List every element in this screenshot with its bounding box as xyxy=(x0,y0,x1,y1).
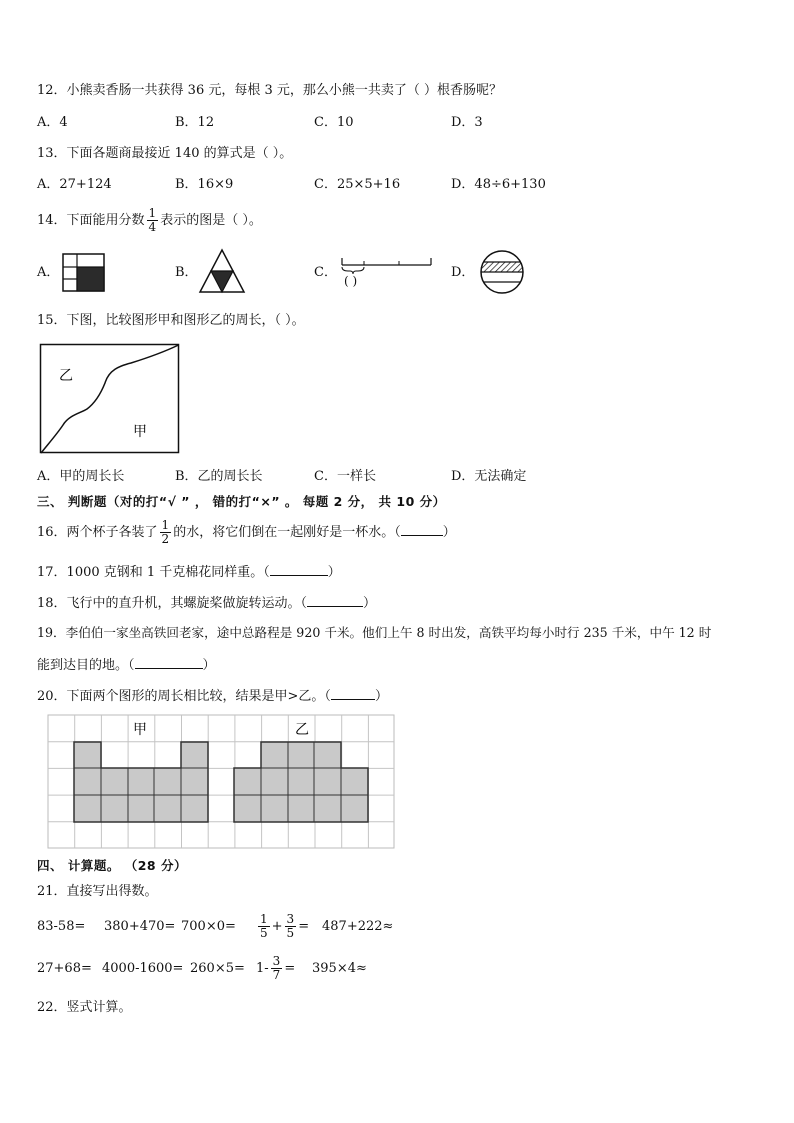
q15-option-b: B．乙的周长长 xyxy=(175,469,263,484)
q18-answer-blank[interactable] xyxy=(307,593,363,607)
q21-r1-item4 xyxy=(256,910,309,944)
q21-r2-item2: 4000-1600= xyxy=(102,961,184,976)
section3-title: 三、 判断题（对的打“√ ” ， 错的打“×” 。 每题 2 分， 共 10 分） xyxy=(37,494,446,509)
q21-r1-frac-eq: = xyxy=(298,919,310,934)
q12-options xyxy=(37,114,757,134)
q21-r2-item4 xyxy=(256,952,295,986)
q13-stem: 13．下面各题商最接近 140 的算式是（ ）。 xyxy=(37,146,293,161)
q19-stem-end: 能到达目的地。（ xyxy=(37,658,135,673)
q21-r2-frac-num: 3 xyxy=(272,954,281,968)
q14-frac-den: 4 xyxy=(148,220,157,234)
q21-r2-item1: 27+68= xyxy=(37,961,92,976)
q17-line xyxy=(37,562,341,582)
q21-stem: 21．直接写出得数。 xyxy=(37,884,158,899)
q21-r1-frac-a xyxy=(258,913,270,940)
q12-option-b: B．12 xyxy=(175,115,215,130)
q20-close: ） xyxy=(374,689,388,704)
q15-stem: 15．下图，比较图形甲和图形乙的周长，（ ）。 xyxy=(37,313,305,328)
q14-option-a-label: A． xyxy=(37,265,60,280)
q15-figure xyxy=(39,343,181,455)
q13-options xyxy=(37,176,757,196)
q14-option-c-label: C． xyxy=(314,265,337,280)
q12-option-c: C．10 xyxy=(314,115,354,130)
section4-title: 四、 计算题。 （28 分） xyxy=(37,858,187,873)
q12-option-a: A．4 xyxy=(37,115,68,130)
q17-close: ） xyxy=(327,565,341,580)
q20-label-yi: 乙 xyxy=(295,722,309,738)
q13-option-c: C．25×5+16 xyxy=(314,177,401,192)
q18-stem: 18．飞行中的直升机，其螺旋桨做旋转运动。（ xyxy=(37,596,308,611)
q14-frac-num: 1 xyxy=(148,206,157,220)
q19-answer-blank[interactable] xyxy=(135,655,203,669)
q21-r1-frac-b-num: 3 xyxy=(286,912,295,926)
q16-stem-suffix: 的水，将它们倒在一起刚好是一杯水。（ xyxy=(173,525,401,540)
q17-stem: 17．1000 克钢和 1 千克棉花同样重。（ xyxy=(37,565,270,580)
q21-r2-frac xyxy=(271,955,283,982)
q14-option-d-label: D． xyxy=(451,265,475,280)
q15-option-c: C．一样长 xyxy=(314,469,376,484)
q14-figure-c-bracket: ( ) xyxy=(344,274,358,288)
q15-option-a: A．甲的周长长 xyxy=(37,469,125,484)
q20-line xyxy=(37,686,388,706)
q19-line2 xyxy=(37,655,216,675)
q14-figure-d xyxy=(478,249,526,295)
q21-r1-frac-op: + xyxy=(271,919,283,934)
q21-r1-item1: 83-58= xyxy=(37,919,86,934)
q21-r2-frac-eq: = xyxy=(284,961,296,976)
q18-line xyxy=(37,593,376,613)
q16-fraction xyxy=(160,519,172,546)
q15-options xyxy=(37,468,757,488)
q21-r1-frac-a-num: 1 xyxy=(260,912,268,926)
q19-line1: 19．李伯伯一家坐高铁回老家，途中总路程是 920 千米。他们上午 8 时出发，高铁平均每小时行 235 千米，中午 12 时 xyxy=(37,625,712,640)
q14-stem xyxy=(37,204,262,238)
q17-answer-blank[interactable] xyxy=(270,562,328,576)
q20-stem: 20．下面两个图形的周长相比较，结果是甲>乙。（ xyxy=(37,689,331,704)
q21-r2-frac-prefix: 1- xyxy=(256,961,269,976)
q12-option-d: D．3 xyxy=(451,115,483,130)
q12-stem: 12．小熊卖香肠一共获得 36 元，每根 3 元，那么小熊一共卖了（ ）根香肠呢？ xyxy=(37,83,503,98)
q21-r1-frac-b-den: 5 xyxy=(286,926,295,940)
q14-stem-prefix: 14．下面能用分数 xyxy=(37,213,145,228)
q19-close: ） xyxy=(202,658,216,673)
q15-label-yi: 乙 xyxy=(59,368,73,384)
q16-frac-num: 1 xyxy=(161,518,170,532)
q16-stem-prefix: 16．两个杯子各装了 xyxy=(37,525,158,540)
q20-answer-blank[interactable] xyxy=(331,686,375,700)
q21-r1-frac-b xyxy=(285,913,297,940)
q21-r1-item2: 380+470= xyxy=(104,919,176,934)
q14-stem-suffix: 表示的图是（ ）。 xyxy=(160,213,262,228)
q21-r1-item3: 700×0= xyxy=(181,919,236,934)
q13-option-a: A．27+124 xyxy=(37,177,112,192)
q20-grid-figure xyxy=(44,712,396,850)
q21-r2-item5: 395×4≈ xyxy=(312,961,367,976)
q22-stem: 22．竖式计算。 xyxy=(37,1000,132,1015)
q16-stem xyxy=(37,516,456,550)
q13-option-d: D．48÷6+130 xyxy=(451,177,546,192)
q21-r1-frac-a-den: 5 xyxy=(260,926,268,940)
q14-fraction xyxy=(147,207,159,234)
q16-answer-blank[interactable] xyxy=(401,522,443,536)
q18-close: ） xyxy=(363,596,377,611)
q21-r2-item3: 260×5= xyxy=(190,961,245,976)
q16-frac-den: 2 xyxy=(161,532,170,546)
q14-figure-b xyxy=(198,248,246,294)
q14-figure-a xyxy=(62,253,106,293)
q21-r1-item5: 487+222≈ xyxy=(322,919,394,934)
q21-r2-frac-den: 7 xyxy=(272,968,281,982)
q15-option-d: D．无法确定 xyxy=(451,469,527,484)
q16-close: ） xyxy=(442,525,456,540)
q15-label-jia: 甲 xyxy=(133,424,147,440)
q14-option-b-label: B． xyxy=(175,265,198,280)
q13-option-b: B．16×9 xyxy=(175,177,234,192)
q20-label-jia: 甲 xyxy=(133,722,147,738)
